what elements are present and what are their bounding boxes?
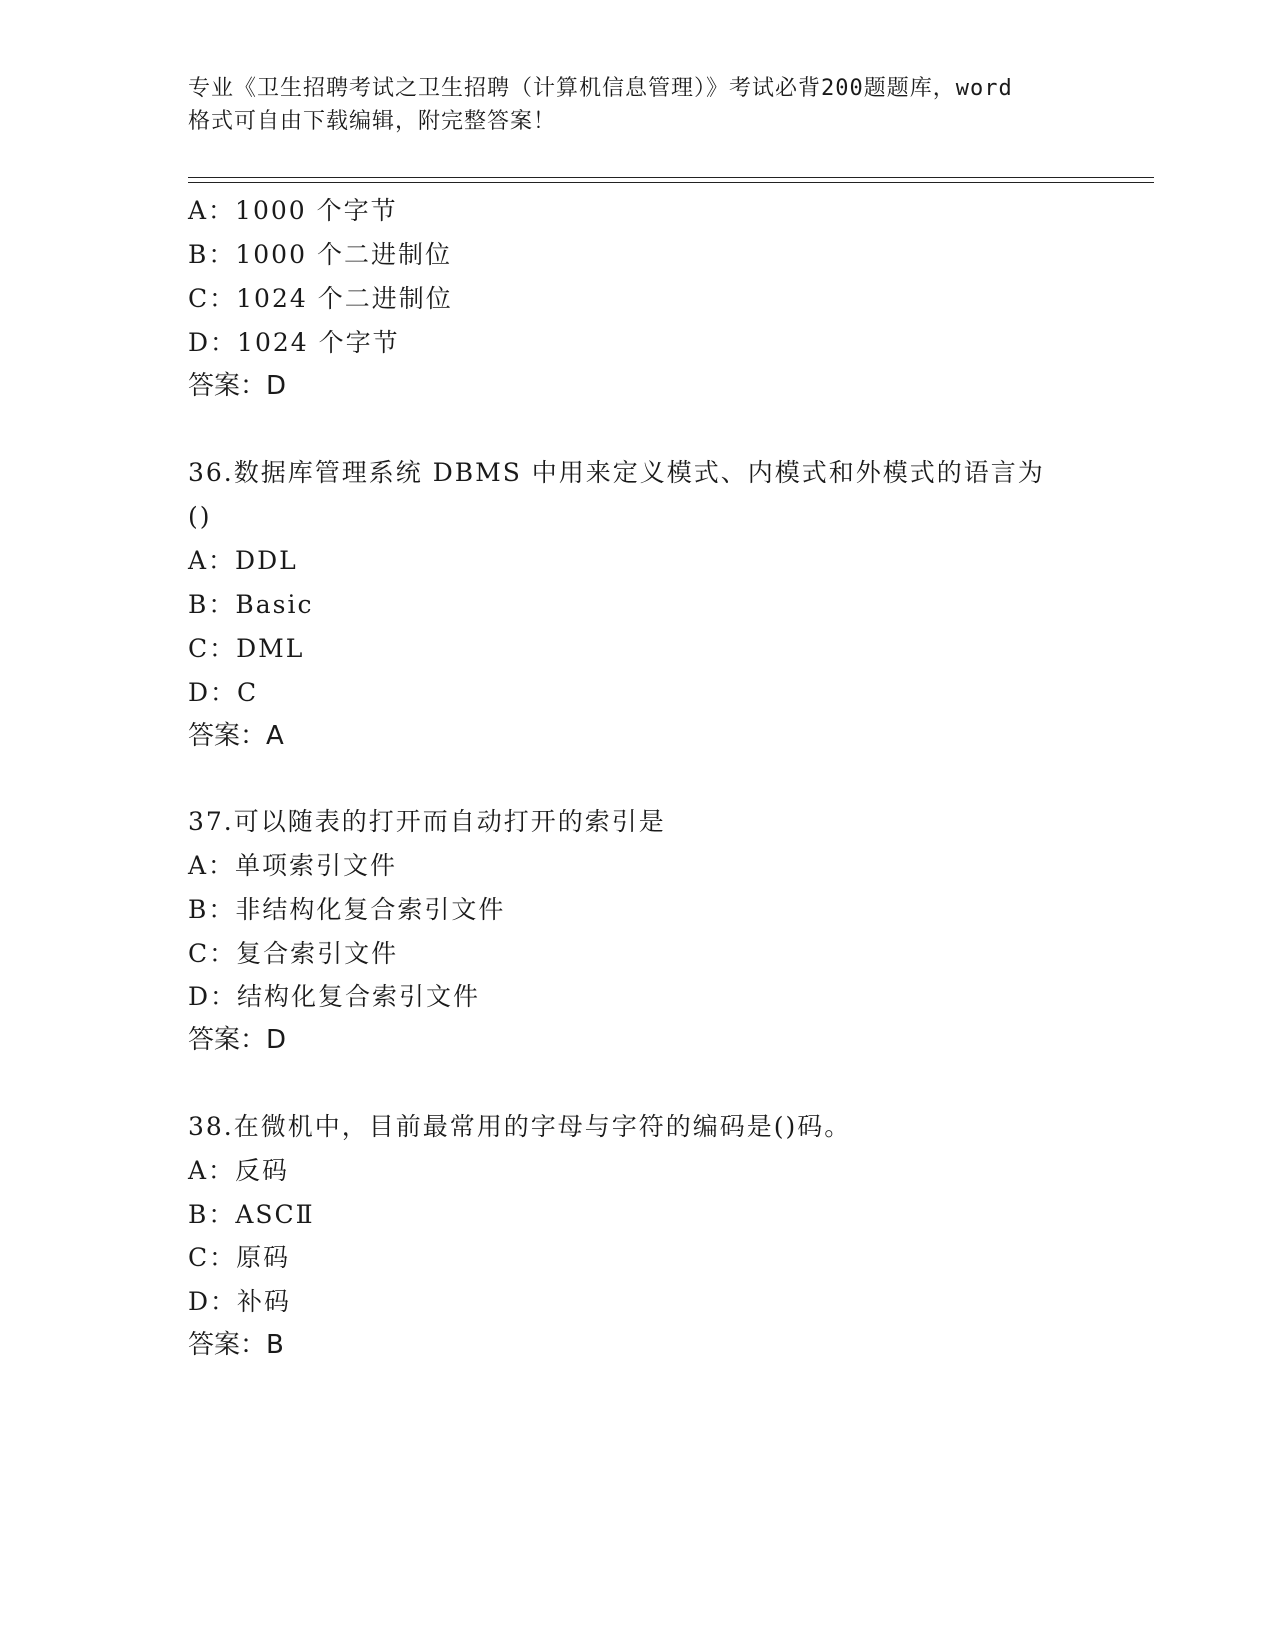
question-stem: 38.在微机中，目前最常用的字母与字符的编码是()码。: [188, 1112, 852, 1141]
option-c: C：1024 个二进制位: [188, 284, 453, 313]
question-stem-continued: (): [188, 502, 212, 531]
option-c: C：原码: [188, 1243, 291, 1272]
option-d: D：1024 个字节: [188, 328, 400, 357]
option-d: D：C: [188, 678, 259, 707]
header-line-2: 格式可自由下载编辑，附完整答案！: [188, 109, 557, 134]
option-d: D：结构化复合索引文件: [188, 982, 481, 1011]
option-a: A：反码: [188, 1156, 290, 1185]
answer-label: 答案：D: [188, 371, 287, 401]
option-a: A：DDL: [188, 546, 298, 575]
option-b: B：1000 个二进制位: [188, 240, 452, 269]
option-b: B：非结构化复合索引文件: [188, 895, 506, 924]
option-b: B：Basic: [188, 590, 314, 619]
question-stem: 36.数据库管理系统 DBMS 中用来定义模式、内模式和外模式的语言为: [188, 458, 1045, 487]
answer-label: 答案：D: [188, 1025, 287, 1055]
option-b: B：ASCⅡ: [188, 1200, 315, 1229]
answer-label: 答案：A: [188, 721, 284, 751]
option-c: C：复合索引文件: [188, 939, 399, 968]
document-header: [188, 72, 1088, 138]
header-divider-bottom: [188, 182, 1154, 183]
option-a: A：1000 个字节: [188, 196, 398, 225]
answer-label: 答案：B: [188, 1330, 284, 1360]
option-a: A：单项索引文件: [188, 851, 398, 880]
question-stem: 37.可以随表的打开而自动打开的索引是: [188, 807, 666, 836]
header-line-1: 专业《卫生招聘考试之卫生招聘（计算机信息管理）》考试必背200题题库，word: [188, 76, 1013, 101]
header-divider-top: [188, 177, 1154, 178]
option-d: D：补码: [188, 1287, 292, 1316]
option-c: C：DML: [188, 634, 305, 663]
